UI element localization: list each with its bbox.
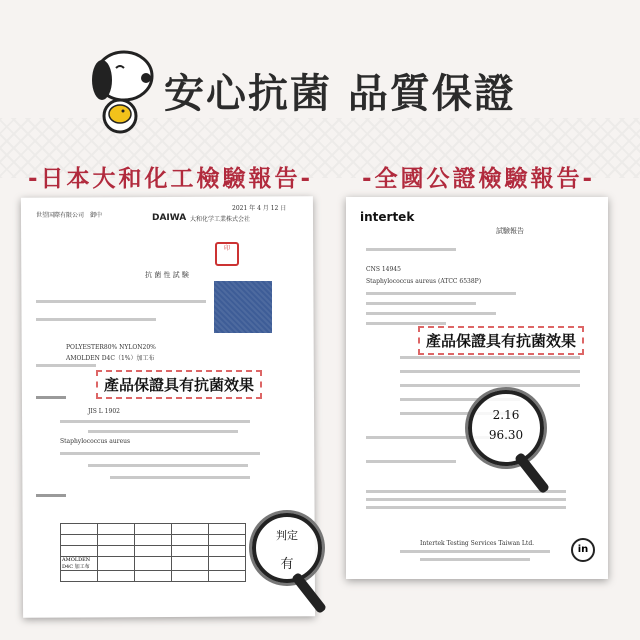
doc-line: JIS L 1902 — [88, 408, 120, 415]
doc-line: 世望国際有限公司 御中 — [36, 212, 103, 219]
doc-line: Intertek Testing Services Taiwan Ltd. — [420, 540, 535, 547]
doc-line: AMOLDEN D4C（1%）加工布 — [66, 355, 155, 362]
left-highlight-callout: 產品保證具有抗菌效果 — [96, 370, 262, 399]
doc-line: 試驗報告 — [496, 227, 524, 235]
intertek-round-logo-icon: in — [571, 538, 595, 562]
doc-line: 大和化学工業株式会社 — [190, 216, 251, 223]
company-seal-icon: 印 — [215, 242, 239, 266]
snoopy-mascot-icon — [76, 38, 166, 138]
fabric-sample-image — [214, 281, 272, 333]
magnifier-lens-left: 判定 有 — [252, 513, 322, 583]
right-doc-header: -全國公證檢驗報告- — [362, 166, 596, 192]
magnifier-lens-right: 2.16 96.30 — [468, 390, 544, 466]
right-report-document — [346, 197, 608, 579]
daiwa-logo: DAIWA — [152, 213, 187, 223]
doc-line: Staphylococcus aureus — [60, 438, 131, 445]
doc-line: CNS 14945 — [366, 266, 401, 273]
left-doc-header: -日本大和化工檢驗報告- — [28, 166, 314, 192]
right-highlight-callout: 產品保證具有抗菌效果 — [418, 326, 584, 355]
doc-line: 2021 年 4 月 12 日 — [232, 205, 287, 212]
page-title: 安心抗菌 品質保證 — [164, 71, 516, 117]
result-table: AMOLDEN D4C 加工布 — [60, 523, 246, 582]
doc-line: POLYESTER80% NYLON20% — [66, 344, 156, 351]
doc-line: 抗 菌 性 試 験 — [145, 271, 189, 279]
doc-line: Staphylococcus aureus (ATCC 6538P) — [366, 278, 482, 285]
intertek-logo: intertek — [360, 210, 415, 224]
